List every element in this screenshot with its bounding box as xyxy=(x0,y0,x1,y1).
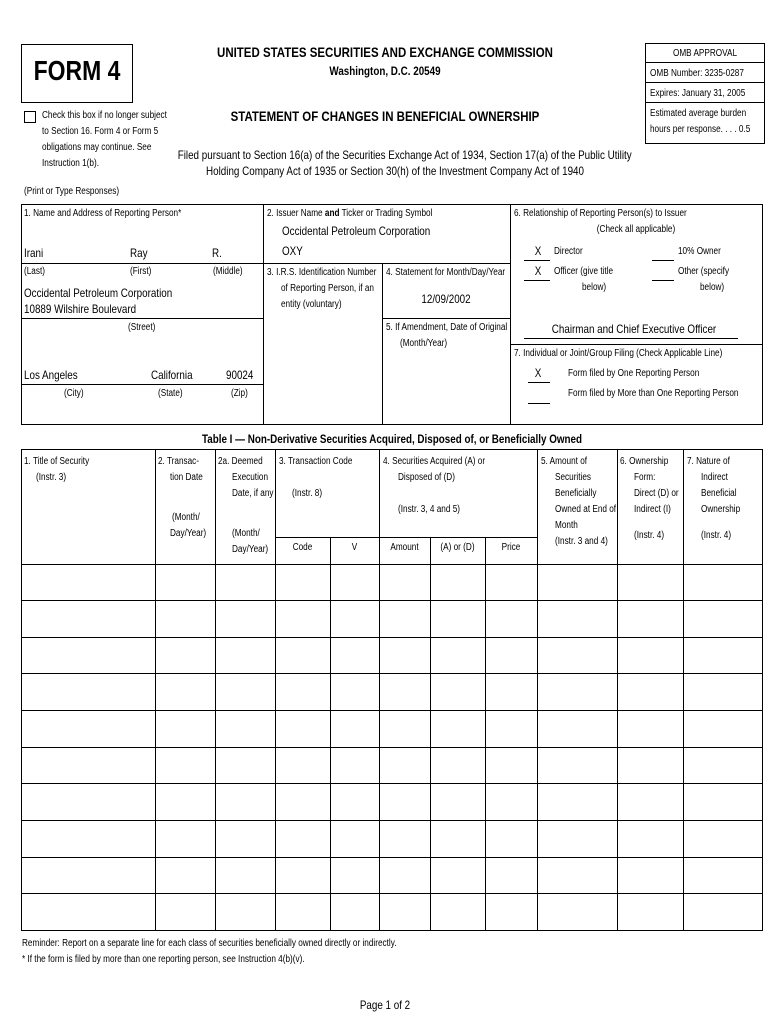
table-row[interactable] xyxy=(21,747,763,748)
reporting-person-last[interactable]: Irani xyxy=(24,246,44,260)
box3-line2: of Reporting Person, if an xyxy=(281,283,374,294)
table-row[interactable] xyxy=(21,820,763,821)
no-longer-subject-line1: Check this box if no longer subject xyxy=(42,110,167,121)
col4-header-line2: Disposed of (D) xyxy=(398,472,455,483)
officer-label: Officer (give title xyxy=(554,266,614,277)
box2-label-b: Ticker or Trading Symbol xyxy=(339,208,433,219)
col4-header-line1: 4. Securities Acquired (A) or xyxy=(383,456,486,467)
state-label: (State) xyxy=(158,388,183,399)
agency-name: UNITED STATES SECURITIES AND EXCHANGE COMMISSION xyxy=(217,44,553,60)
col2-header-line4: Day/Year) xyxy=(170,528,207,539)
omb-expires: Expires: January 31, 2005 xyxy=(650,88,746,99)
col6-header-line4: Indirect (I) xyxy=(634,504,671,515)
table-row[interactable] xyxy=(21,673,763,674)
agency-city: Washington, D.C. 20549 xyxy=(329,64,441,78)
reporting-street[interactable]: 10889 Wilshire Boulevard xyxy=(24,302,137,316)
col2-header-line3: (Month/ xyxy=(172,512,200,523)
col2a-header-line3: Date, if any xyxy=(232,488,274,499)
table1-title: Table I — Non-Derivative Securities Acquired, Disposed of, or Beneficially Owned xyxy=(201,432,583,446)
reporting-company[interactable]: Occidental Petroleum Corporation xyxy=(24,286,173,300)
omb-approval-box xyxy=(645,43,765,144)
table-row[interactable] xyxy=(21,564,763,565)
col4-amount-header: Amount xyxy=(390,542,419,553)
box7-label: 7. Individual or Joint/Group Filing (Check Applicable Line) xyxy=(514,348,723,359)
first-label: (First) xyxy=(130,266,152,277)
omb-burden-line2: hours per response. . . . 0.5 xyxy=(650,124,751,135)
officer-mark[interactable]: X xyxy=(534,264,542,278)
col2a-header-line2: Execution xyxy=(232,472,269,483)
col3-header-line1: 3. Transaction Code xyxy=(279,456,353,467)
city-label: (City) xyxy=(64,388,84,399)
last-label: (Last) xyxy=(24,266,45,277)
box5-line2: (Month/Year) xyxy=(400,338,448,349)
col5-header-line4: Owned at End of xyxy=(555,504,617,515)
form-title: FORM 4 xyxy=(33,55,121,86)
col3-v-header: V xyxy=(351,542,358,553)
filed-pursuant-line2: Holding Company Act of 1935 or Section 30(h) of the Investment Company Act of 1940 xyxy=(206,164,584,178)
reporting-person-first[interactable]: Ray xyxy=(130,246,148,260)
director-label: Director xyxy=(554,246,583,257)
statement-title: STATEMENT OF CHANGES IN BENEFICIAL OWNERSHIP xyxy=(230,108,540,124)
col6-header-line1: 6. Ownership xyxy=(620,456,669,467)
col5-header-line5: Month xyxy=(555,520,578,531)
footnote-text: * If the form is filed by more than one reporting person, see Instruction 4(b)(v). xyxy=(22,954,305,965)
form-title-box xyxy=(21,44,133,103)
reminder-text: Reminder: Report on a separate line for each class of securities beneficially owned directly or indirectly. xyxy=(22,938,397,949)
ticker-symbol[interactable]: OXY xyxy=(282,244,303,258)
col2a-header-line4: (Month/ xyxy=(232,528,260,539)
other-label-below: below) xyxy=(700,282,725,293)
print-note: (Print or Type Responses) xyxy=(24,186,120,197)
box3-line3: entity (voluntary) xyxy=(281,299,342,310)
other-label: Other (specify xyxy=(678,266,730,277)
ten-percent-owner-label: 10% Owner xyxy=(678,246,721,257)
issuer-name[interactable]: Occidental Petroleum Corporation xyxy=(282,224,431,238)
col5-header-line1: 5. Amount of xyxy=(541,456,588,467)
more-persons-label: Form filed by More than One Reporting Person xyxy=(568,388,739,399)
reporting-person-middle[interactable]: R. xyxy=(212,246,222,260)
omb-burden-line1: Estimated average burden xyxy=(650,108,747,119)
col2-header-line2: tion Date xyxy=(170,472,203,483)
table-row[interactable] xyxy=(21,857,763,858)
col2a-header-line1: 2a. Deemed xyxy=(218,456,263,467)
col5-header-line3: Beneficially xyxy=(555,488,597,499)
reporting-zip[interactable]: 90024 xyxy=(226,368,254,382)
omb-number: OMB Number: 3235-0287 xyxy=(650,68,744,79)
box5-line1: 5. If Amendment, Date of Original xyxy=(386,322,508,333)
reporting-state[interactable]: California xyxy=(151,368,193,382)
col3-header-line2: (Instr. 8) xyxy=(292,488,323,499)
no-longer-subject-line3: obligations may continue. See xyxy=(42,142,152,153)
col4-price-header: Price xyxy=(501,542,521,553)
box2-label-and: and xyxy=(324,208,340,219)
col5-header-line6: (Instr. 3 and 4) xyxy=(555,536,608,547)
box4-label: 4. Statement for Month/Day/Year xyxy=(386,267,506,278)
col5-header-line2: Securities xyxy=(555,472,592,483)
box2-label xyxy=(267,208,432,219)
officer-label-below: below) xyxy=(582,282,607,293)
table-row[interactable] xyxy=(21,783,763,784)
table-row[interactable] xyxy=(21,710,763,711)
box1-label: 1. Name and Address of Reporting Person* xyxy=(24,208,182,219)
filed-pursuant-line1: Filed pursuant to Section 16(a) of the Securities Exchange Act of 1934, Section 17(a) of the Public Utility xyxy=(177,148,632,162)
col4-aod-header: (A) or (D) xyxy=(440,542,475,553)
box3-line1: 3. I.R.S. Identification Number xyxy=(267,267,377,278)
table-row[interactable] xyxy=(21,893,763,894)
one-person-label: Form filed by One Reporting Person xyxy=(568,368,700,379)
col6-header-line5: (Instr. 4) xyxy=(634,530,665,541)
statement-date[interactable]: 12/09/2002 xyxy=(421,292,471,306)
middle-label: (Middle) xyxy=(213,266,243,277)
col1-header-line2: (Instr. 3) xyxy=(36,472,67,483)
col7-header-line5: (Instr. 4) xyxy=(701,530,732,541)
director-mark[interactable]: X xyxy=(534,244,542,258)
no-longer-subject-line4: Instruction 1(b). xyxy=(42,158,99,169)
no-longer-subject-checkbox[interactable] xyxy=(24,111,36,123)
box6-sub: (Check all applicable) xyxy=(596,224,676,235)
table-row[interactable] xyxy=(21,600,763,601)
col7-header-line2: Indirect xyxy=(701,472,728,483)
col6-header-line3: Direct (D) or xyxy=(634,488,679,499)
col2-header-line1: 2. Transac- xyxy=(158,456,200,467)
col3-code-header: Code xyxy=(292,542,313,553)
col4-header-line3: (Instr. 3, 4 and 5) xyxy=(398,504,460,515)
page-number: Page 1 of 2 xyxy=(359,998,411,1012)
box2-label-a: 2. Issuer Name xyxy=(267,208,325,219)
omb-title: OMB APPROVAL xyxy=(672,48,738,59)
box6-label: 6. Relationship of Reporting Person(s) to Issuer xyxy=(514,208,687,219)
table-row[interactable] xyxy=(21,637,763,638)
col1-header-line1: 1. Title of Security xyxy=(24,456,90,467)
zip-label: (Zip) xyxy=(231,388,248,399)
col7-header-line1: 7. Nature of xyxy=(687,456,730,467)
col7-header-line4: Ownership xyxy=(701,504,741,515)
col2a-header-line5: Day/Year) xyxy=(232,544,269,555)
table-row[interactable] xyxy=(21,930,763,931)
col6-header-line2: Form: xyxy=(634,472,656,483)
no-longer-subject-line2: to Section 16. Form 4 or Form 5 xyxy=(42,126,159,137)
officer-title[interactable]: Chairman and Chief Executive Officer xyxy=(551,322,717,336)
reporting-city[interactable]: Los Angeles xyxy=(24,368,78,382)
street-label: (Street) xyxy=(128,322,156,333)
one-person-mark[interactable]: X xyxy=(534,366,542,380)
col7-header-line3: Beneficial xyxy=(701,488,737,499)
